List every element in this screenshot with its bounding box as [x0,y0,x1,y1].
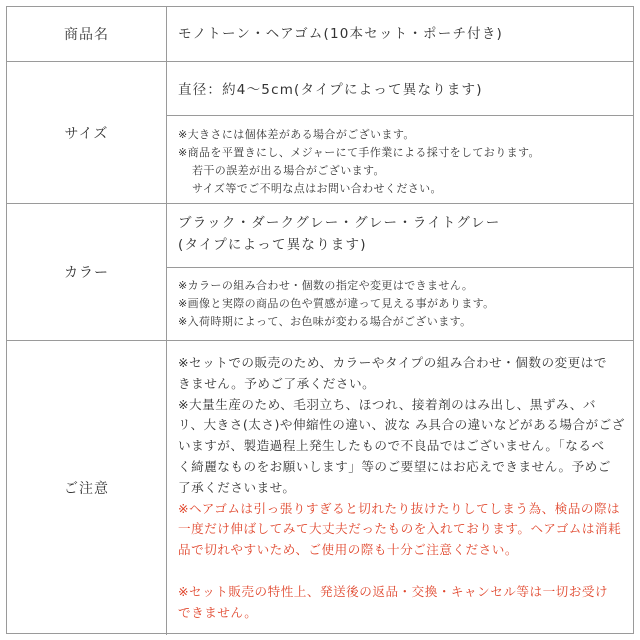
color-notes [167,267,633,340]
caution-line: ※大量生産のため、毛羽立ち、ほつれ、接着剤のはみ出し、黒ずみ、バ [178,396,596,412]
color-note: ※入荷時期によって、お色味が変わる場合がございます。 [178,315,472,328]
row-caution [7,341,633,635]
color-note: ※カラーの組み合わせ・個数の指定や変更はできません。 [178,279,474,292]
caution-line: ※セットでの販売のため、カラーやタイプの組み合わせ・個数の変更はで [178,355,607,370]
size-note: サイズ等でご不明な点はお問い合わせください。 [192,182,442,195]
caution-line: く綺麗なものをお願いします」等のご要望にはお応えできません。予めご [178,458,611,474]
value-caution-cell [167,341,633,635]
caution-text [167,353,633,623]
warning-line: できません。 [178,604,258,620]
size-note: 若干の誤差が出る場合がございます。 [192,164,385,177]
product-info-table [6,6,634,634]
color-note: ※画像と実際の商品の色や質感が違って見える事があります。 [178,297,495,310]
blank-line [178,561,633,582]
label-color: カラー [7,204,167,340]
row-color [7,204,633,341]
size-note: ※大きさには個体差がある場合がございます。 [178,128,415,141]
value-product-name-cell [167,7,633,61]
caution-line: 了承くださいませ。 [178,479,296,495]
color-line: (タイプによって異なります) [178,237,367,253]
warning-line: ※セット販売の特性上、発送後の返品・交換・キャンセル等は一切お受け [178,583,609,599]
label-caution: ご注意 [7,341,167,635]
warning-line: ※ヘアゴムは引っ張りすぎると切れたり抜けたりしてしまう為、検品の際は [178,500,621,516]
caution-line: リ、大きさ(太さ)や伸縮性の違い、波な み具合の違いなどがある場合がござ [178,417,625,433]
color-line: ブラック・ダークグレー・グレー・ライトグレー [178,215,501,231]
warning-line: 品で切れやすいため、ご使用の際も十分ご注意ください。 [178,542,518,558]
row-product-name [7,7,633,62]
warning-line: 一度だけ伸ばしてみて大丈夫だったものを入れております。ヘアゴムは消耗 [178,521,622,537]
value-size-cell [167,62,633,203]
row-size [7,62,633,204]
size-note: ※商品を平置きにし、メジャーにて手作業による採寸をしております。 [178,146,540,159]
size-notes [167,115,633,203]
label-size: サイズ [7,62,167,203]
label-product-name: 商品名 [7,7,167,61]
value-color-cell [167,204,633,340]
product-name-text: モノトーン・ヘアゴム(10本セット・ポーチ付き) [178,26,504,42]
caution-line: いますが、製造過程上発生したもので不良品ではございません。「なるべ [178,438,605,454]
color-text [167,212,633,256]
size-text: 直径：約4〜5cm(タイプによって異なります) [178,82,483,98]
caution-line: きません。予めご了承ください。 [178,375,376,391]
